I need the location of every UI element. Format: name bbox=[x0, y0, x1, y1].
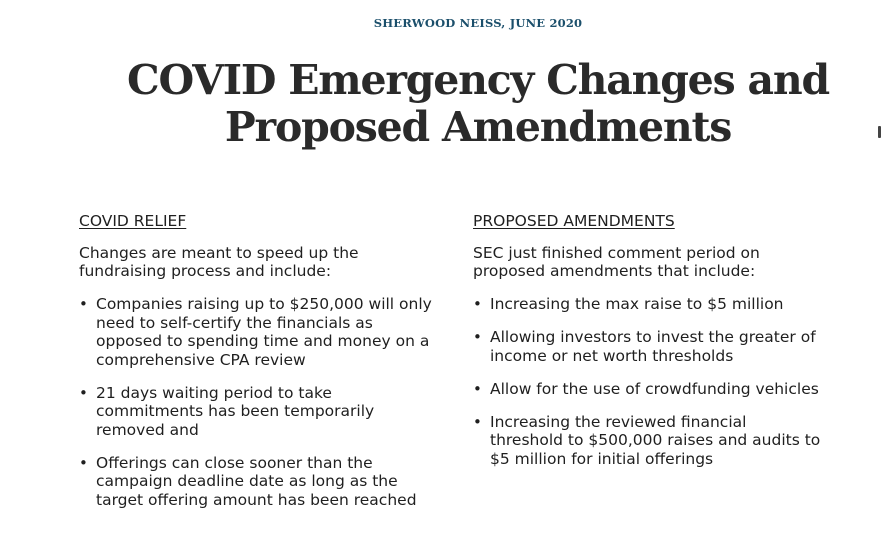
list-item-text: Allowing investors to invest the greater of income or net worth thresholds bbox=[490, 328, 816, 365]
list-item bbox=[473, 380, 823, 399]
list-item bbox=[79, 295, 439, 369]
bullet-icon: • bbox=[473, 328, 482, 346]
list-item-text: Companies raising up to $250,000 will only need to self-certify the financials as opposed to spending time and money on a comprehensive CPA review bbox=[96, 295, 432, 369]
list-item-text: Increasing the reviewed financial threshold to $500,000 raises and audits to $5 million for initial offerings bbox=[490, 412, 821, 468]
list-item bbox=[79, 454, 439, 510]
bullet-icon: • bbox=[473, 412, 482, 431]
list-item bbox=[473, 328, 823, 365]
list-item bbox=[473, 295, 823, 314]
proposed-amendments-list bbox=[473, 295, 823, 468]
bullet-icon: • bbox=[79, 453, 88, 472]
bullet-icon: • bbox=[473, 295, 482, 313]
list-item-text: Allow for the use of crowdfunding vehicles bbox=[490, 379, 819, 398]
bullet-icon: • bbox=[79, 383, 88, 402]
proposed-amendments-intro: SEC just finished comment period on proposed amendments that include: bbox=[473, 244, 760, 280]
list-item bbox=[473, 413, 823, 469]
bullet-icon: • bbox=[79, 295, 88, 313]
page-title: COVID Emergency Changes and Proposed Amendments bbox=[127, 56, 829, 151]
list-item-text: Offerings can close sooner than the campaign deadline date as long as the target offering amount has been reached bbox=[96, 453, 417, 509]
proposed-amendments-column bbox=[473, 212, 823, 483]
covid-relief-intro: Changes are meant to speed up the fundraising process and include: bbox=[79, 244, 359, 280]
covid-relief-column bbox=[79, 212, 439, 524]
bullet-icon: • bbox=[473, 379, 482, 398]
list-item bbox=[79, 384, 439, 440]
covid-relief-heading: COVID RELIEF bbox=[79, 212, 187, 230]
proposed-amendments-heading: PROPOSED AMENDMENTS bbox=[473, 212, 675, 230]
list-item-text: Increasing the max raise to $5 million bbox=[490, 295, 784, 313]
byline: SHERWOOD NEISS, JUNE 2020 bbox=[373, 16, 583, 30]
covid-relief-list bbox=[79, 295, 439, 509]
list-item-text: 21 days waiting period to take commitments has been temporarily removed and bbox=[96, 383, 375, 439]
